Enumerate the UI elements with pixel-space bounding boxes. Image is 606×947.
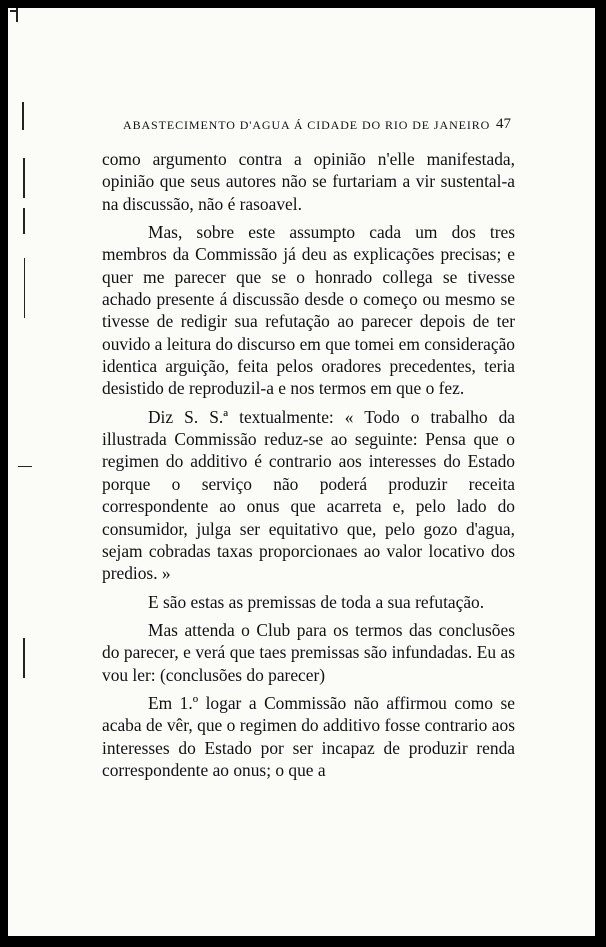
paragraph-1: como argumento contra a opinião n'elle manifestada, opinião que seus autores não se furtariam a vir sustental-a na discussão, não é rasoavel. — [102, 149, 515, 214]
book-page — [8, 8, 595, 936]
body-text — [102, 148, 515, 787]
paragraph-5: Mas attenda o Club para os termos das conclusões do parecer, e verá que taes premissas são infundadas. Eu as vou ler: (conclusões do parecer) — [102, 619, 515, 685]
paragraph-2: Mas, sobre este assumpto cada um dos tres membros da Commissão já deu as explicações precisas; e quer me parecer que se o honrado collega se tivesse achado presente á discussão desde o começo ou mesmo se tivesse de redigir sua refutação ao parecer depois de ter ouvido a leitura do discurso em que tomei em consideração identica arguição, feita pelos oradores precedentes, teria desistido de reproduzil-a e nos termos em que o fez. — [102, 222, 515, 399]
page-number: 47 — [496, 116, 511, 132]
scan-edge-marks — [8, 8, 32, 936]
running-header: ABASTECIMENTO D'AGUA Á CIDADE DO RIO DE JANEIRO — [123, 118, 491, 132]
paragraph-6: Em 1.º logar a Commissão não affirmou como se acaba de vêr, que o regimen do additivo fosse contrario aos interesses do Estado por ser incapaz de produzir renda correspondente ao onus; o que a — [102, 692, 515, 780]
paragraph-3: Diz S. S.ª textualmente: « Todo o trabalho da illustrada Commissão reduz-se ao seguinte: Pensa que o regimen do additivo é contrario aos interesses do Estado porque o serviço não poderá produzir receita correspondente ao onus que acarreta e, pelo lado do consumidor, julga ser equitativo que, pelo gozo d'agua, sejam cobradas taxas proporcionaes ao valor locativo dos predios. » — [102, 406, 515, 584]
paragraph-4: E são estas as premissas de toda a sua refutação. — [148, 591, 485, 612]
